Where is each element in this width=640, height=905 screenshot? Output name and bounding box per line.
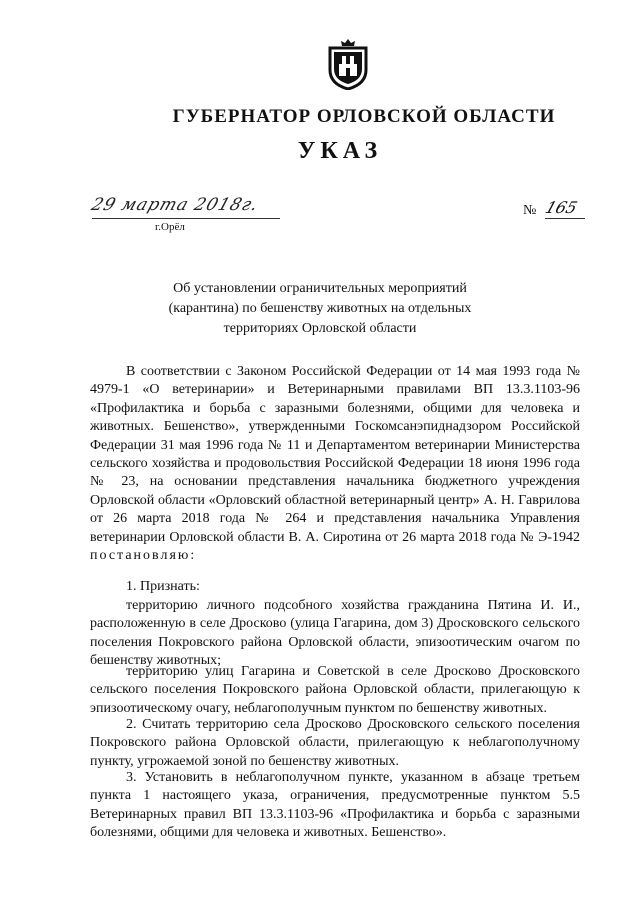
handwritten-number: 165 (542, 198, 580, 217)
item-1-paragraph-a: территорию личного подсобного хозяйства гражданина Пятина И. И., расположенную в селе Дросково (улица Гагарина, дом 3) Дросковского сельского поселения Покровского района Орловской области, эпизоотическим очагом по бешенству животных; (90, 598, 580, 669)
preamble-paragraph (90, 363, 580, 565)
governor-title: ГУБЕРНАТОР ОРЛОВСКОЙ ОБЛАСТИ (172, 106, 556, 127)
decree-subject (120, 279, 520, 339)
subject-line: (карантина) по бешенству животных на отдельных (168, 301, 472, 316)
item-1-title: 1. Признать: (126, 579, 200, 594)
item-1-paragraph-b: территорию улиц Гагарина и Советской в селе Дросково Дросковского сельского поселения Покровского района Орловской области, прилегающую к эпизоотическому очагу, неблагополучным пунктом по бешенству животных. (90, 664, 580, 716)
item-2-paragraph: 2. Считать территорию села Дросково Дросковского сельского поселения Покровского района Орловской области, прилегающую к неблагополучному пункту, угрожаемой зоной по бешенству животных. (90, 717, 580, 769)
preamble-text: В соответствии с Законом Российской Федерации от 14 мая 1993 года № 4979-1 «О ветеринарии» и Ветеринарными правилами ВП 13.3.1103-96 «Профилактика и борьба с заразными болезнями, общими для человека и животных. Бешенство», утвержденными Госкомсанэпиднадзором Российской Федерации 31 мая 1996 года № 11 и Департаментом ветеринарии Министерства сельского хозяйства и продовольствия Российской Федерации 18 июня 1996 года № 23, на основании представления начальника бюджетного учреждения Орловской области «Орловский областной ветеринарный центр» А. Н. Гаврилова от 26 марта 2018 года № 264 и представления начальника Управления ветеринарии Орловской области В. А. Сиротина от 26 марта 2018 года № Э-1942 (90, 364, 580, 545)
handwritten-date: 29 марта 2018г. (88, 195, 262, 215)
subject-line: Об установлении ограничительных мероприятий (173, 281, 467, 296)
document-type: УКАЗ (297, 138, 383, 164)
date-underline (92, 218, 280, 219)
city-label: г.Орёл (155, 221, 185, 233)
number-underline (545, 218, 585, 219)
decree-word: постановляю: (90, 548, 197, 564)
subject-line: территориях Орловской области (223, 321, 417, 336)
number-label: № (523, 203, 537, 218)
item-3-paragraph: 3. Установить в неблагополучном пункте, указанном в абзаце третьем пункта 1 настоящего указа, ограничения, предусмотренные пунктом 5.5 Ветеринарных правил ВП 13.3.1103-96 «Профилактика и борьба с заразными болезнями, общими для человека и животных. Бешенство». (90, 770, 580, 841)
coat-of-arms-icon (322, 38, 374, 90)
